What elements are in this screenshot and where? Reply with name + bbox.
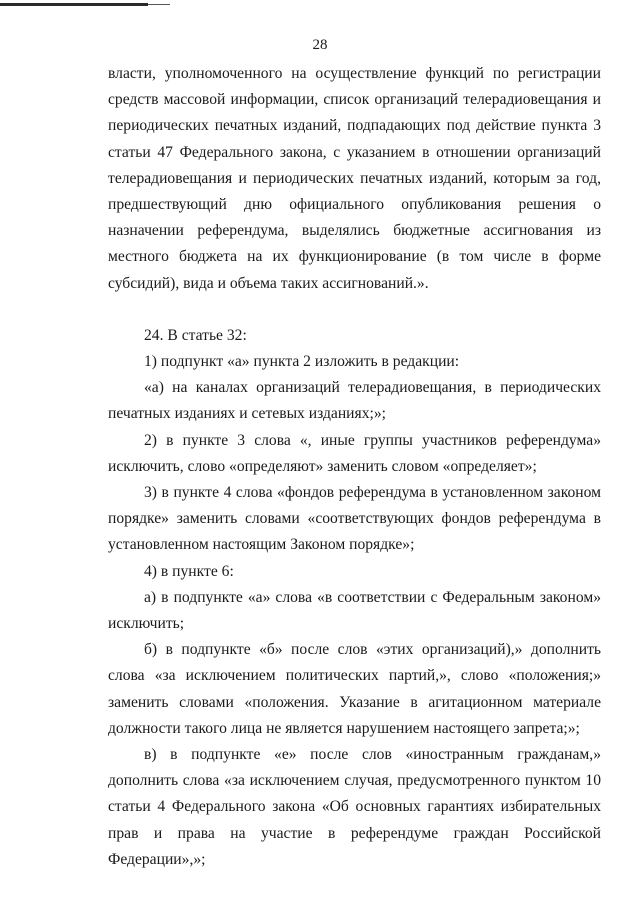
article-heading: 24. В статье 32: bbox=[144, 326, 247, 344]
paragraph-item-1: 1) подпункт «а» пункта 2 изложить в редакции: bbox=[144, 353, 460, 371]
paragraph-item-4: 4) в пункте 6: bbox=[144, 562, 234, 580]
scan-edge-mark bbox=[0, 3, 148, 6]
paragraph-subitem-v: в) в подпункте «е» после слов «иностранным гражданам,» дополнить слова «за исключением случая, предусмотренного пунктом 10 статьи 4 Федерального закона «Об основных гарантиях избирательных прав и права на участие в референдуме граждан Российской Федерации»,»; bbox=[108, 746, 601, 868]
paragraph-subitem-a: а) в подпункте «а» слова «в соответствии с Федеральным законом» исключить; bbox=[108, 588, 601, 633]
paragraph-quote-a: «а) на каналах организаций телерадиовещания, в периодических печатных изданиях и сетевых изданиях;»; bbox=[108, 379, 601, 423]
document-body bbox=[108, 61, 601, 873]
paragraph-item-3: 3) в пункте 4 слова «фондов референдума в установленном законом порядке» заменить словами «соответствующих фондов референдума в установленном настоящим Законом порядке»; bbox=[108, 484, 601, 554]
paragraph-gap bbox=[108, 297, 601, 323]
paragraph-continuation: власти, уполномоченного на осуществление функций по регистрации средств массовой информации, список организаций телерадиовещания и периодических печатных изданий, подпадающих под действие пункта 3 статьи 47 Федерального закона, с указанием в отношении организаций телерадиовещания и периодических печатных изданий, которым за год, предшествующий дню официального опубликования решения о назначении референдума, выделялись бюджетные ассигнования из местного бюджета на их функционирование (в том числе в форме субсидий), вида и объема таких ассигнований.». bbox=[108, 65, 601, 292]
paragraph-subitem-b: б) в подпункте «б» после слов «этих организаций),» дополнить слова «за исключением политических партий,», слово «положения;» заменить словами «положения. Указание в агитационном материале должности такого лица не является нарушением настоящего запрета;»; bbox=[108, 641, 601, 737]
paragraph-item-2: 2) в пункте 3 слова «, иные группы участников референдума» исключить, слово «определяют» заменить словом «определяет»; bbox=[108, 431, 601, 475]
scan-edge-mark-thin bbox=[148, 4, 170, 5]
page-number: 28 bbox=[312, 37, 328, 53]
